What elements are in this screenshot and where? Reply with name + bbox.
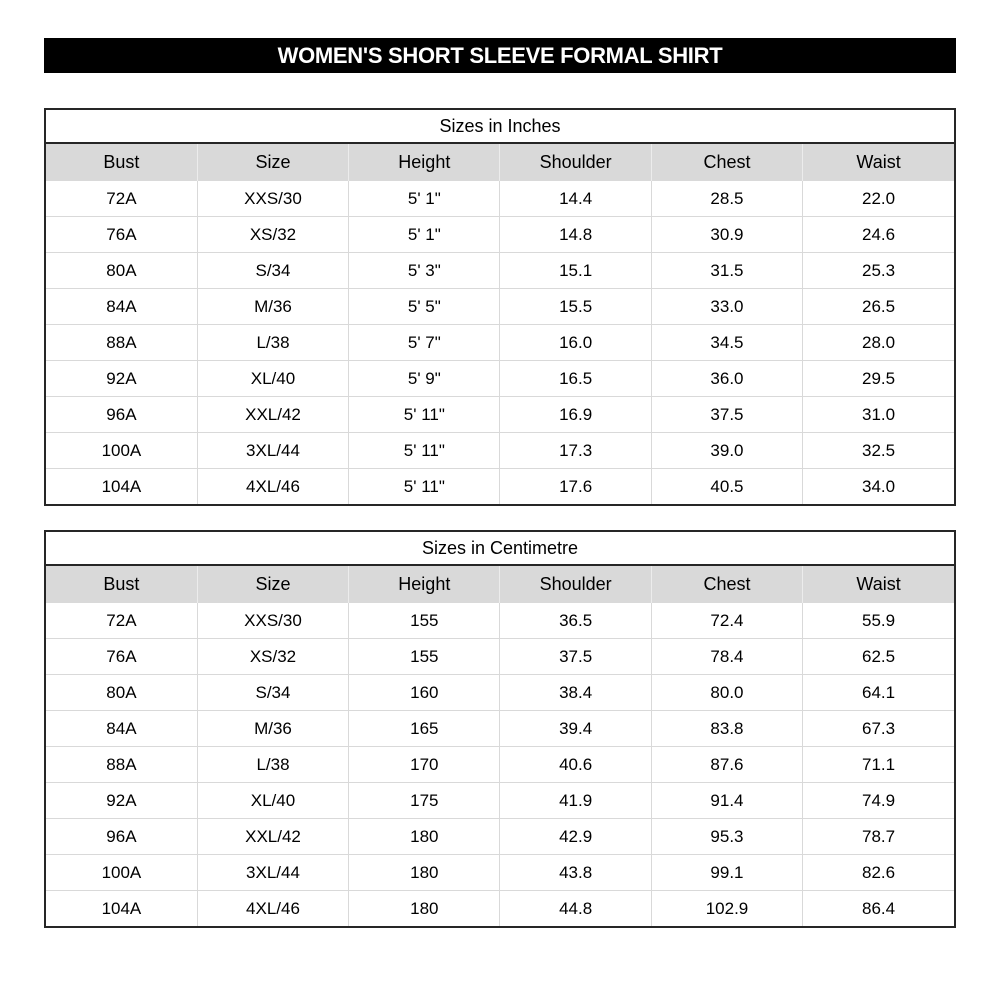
table-row: [46, 289, 954, 325]
table-cell: 38.4: [500, 675, 651, 711]
table-cell: 30.9: [651, 217, 802, 253]
table-row: [46, 783, 954, 819]
table-cell: 155: [349, 603, 500, 639]
table-cell: M/36: [197, 711, 348, 747]
table-cell: 16.9: [500, 397, 651, 433]
table-cell: 5' 9": [349, 361, 500, 397]
table-cell: 4XL/46: [197, 469, 348, 505]
table-row: [46, 469, 954, 505]
table-cell: XXS/30: [197, 181, 348, 217]
table-cell: XL/40: [197, 361, 348, 397]
page-title-bar: [44, 38, 956, 73]
table-cell: 88A: [46, 747, 197, 783]
table-row: [46, 397, 954, 433]
table-cell: L/38: [197, 325, 348, 361]
table-cell: 3XL/44: [197, 855, 348, 891]
inches-table-title: Sizes in Inches: [46, 110, 954, 144]
table-cell: 33.0: [651, 289, 802, 325]
column-header: Chest: [651, 566, 802, 603]
table-cell: 36.5: [500, 603, 651, 639]
table-cell: 80A: [46, 675, 197, 711]
inches-table-head: [46, 144, 954, 181]
table-cell: 78.7: [803, 819, 954, 855]
table-cell: 15.5: [500, 289, 651, 325]
inches-size-table: [44, 108, 956, 506]
table-cell: S/34: [197, 253, 348, 289]
table-cell: 88A: [46, 325, 197, 361]
table-cell: XL/40: [197, 783, 348, 819]
column-header: Bust: [46, 566, 197, 603]
table-row: [46, 639, 954, 675]
table-cell: 175: [349, 783, 500, 819]
table-row: [46, 433, 954, 469]
table-row: [46, 361, 954, 397]
table-row: [46, 747, 954, 783]
table-cell: 64.1: [803, 675, 954, 711]
table-cell: 84A: [46, 289, 197, 325]
table-cell: 5' 1": [349, 181, 500, 217]
table-cell: 160: [349, 675, 500, 711]
table-cell: 32.5: [803, 433, 954, 469]
table-cell: 91.4: [651, 783, 802, 819]
centimetre-size-table: [44, 530, 956, 928]
table-cell: 3XL/44: [197, 433, 348, 469]
table-cell: 80A: [46, 253, 197, 289]
table-cell: XXL/42: [197, 819, 348, 855]
column-header: Waist: [803, 566, 954, 603]
table-cell: 5' 7": [349, 325, 500, 361]
table-cell: 83.8: [651, 711, 802, 747]
table-row: [46, 217, 954, 253]
column-header: Size: [197, 144, 348, 181]
table-cell: 71.1: [803, 747, 954, 783]
table-cell: 5' 3": [349, 253, 500, 289]
column-header: Height: [349, 566, 500, 603]
table-cell: 86.4: [803, 891, 954, 927]
table-cell: 39.4: [500, 711, 651, 747]
column-header: Waist: [803, 144, 954, 181]
table-cell: 84A: [46, 711, 197, 747]
table-cell: 100A: [46, 855, 197, 891]
table-cell: 40.6: [500, 747, 651, 783]
table-row: [46, 711, 954, 747]
column-header: Shoulder: [500, 144, 651, 181]
table-cell: 104A: [46, 469, 197, 505]
table-cell: 180: [349, 855, 500, 891]
table-cell: 34.5: [651, 325, 802, 361]
table-cell: 26.5: [803, 289, 954, 325]
centimetre-table: [46, 566, 954, 926]
table-cell: 31.0: [803, 397, 954, 433]
centimetre-table-head: [46, 566, 954, 603]
table-cell: 99.1: [651, 855, 802, 891]
table-cell: 14.8: [500, 217, 651, 253]
header-row: [46, 144, 954, 181]
table-cell: 36.0: [651, 361, 802, 397]
table-cell: 100A: [46, 433, 197, 469]
table-cell: M/36: [197, 289, 348, 325]
table-cell: 102.9: [651, 891, 802, 927]
inches-table-body: [46, 181, 954, 505]
table-cell: 42.9: [500, 819, 651, 855]
table-cell: S/34: [197, 675, 348, 711]
table-cell: 5' 11": [349, 397, 500, 433]
table-cell: 87.6: [651, 747, 802, 783]
table-cell: 22.0: [803, 181, 954, 217]
table-cell: 180: [349, 891, 500, 927]
table-cell: XS/32: [197, 639, 348, 675]
table-cell: 95.3: [651, 819, 802, 855]
table-cell: 5' 1": [349, 217, 500, 253]
column-header: Size: [197, 566, 348, 603]
table-cell: 92A: [46, 361, 197, 397]
table-row: [46, 253, 954, 289]
table-cell: 17.6: [500, 469, 651, 505]
table-row: [46, 855, 954, 891]
table-cell: 5' 11": [349, 469, 500, 505]
table-cell: 37.5: [500, 639, 651, 675]
centimetre-table-body: [46, 603, 954, 927]
table-cell: 55.9: [803, 603, 954, 639]
table-cell: 43.8: [500, 855, 651, 891]
table-cell: 5' 11": [349, 433, 500, 469]
header-row: [46, 566, 954, 603]
table-cell: 180: [349, 819, 500, 855]
table-cell: 104A: [46, 891, 197, 927]
table-cell: 14.4: [500, 181, 651, 217]
table-row: [46, 819, 954, 855]
table-row: [46, 603, 954, 639]
table-cell: 4XL/46: [197, 891, 348, 927]
table-cell: 76A: [46, 217, 197, 253]
table-cell: 74.9: [803, 783, 954, 819]
table-cell: XS/32: [197, 217, 348, 253]
table-cell: 29.5: [803, 361, 954, 397]
table-row: [46, 325, 954, 361]
page-title: WOMEN'S SHORT SLEEVE FORMAL SHIRT: [277, 42, 723, 68]
table-row: [46, 675, 954, 711]
table-cell: 62.5: [803, 639, 954, 675]
table-cell: 96A: [46, 397, 197, 433]
table-cell: 76A: [46, 639, 197, 675]
table-cell: 165: [349, 711, 500, 747]
table-cell: 34.0: [803, 469, 954, 505]
table-cell: L/38: [197, 747, 348, 783]
inches-table: [46, 144, 954, 504]
table-cell: 96A: [46, 819, 197, 855]
table-cell: 67.3: [803, 711, 954, 747]
table-cell: 82.6: [803, 855, 954, 891]
table-cell: 24.6: [803, 217, 954, 253]
table-cell: XXL/42: [197, 397, 348, 433]
table-cell: 170: [349, 747, 500, 783]
table-cell: 5' 5": [349, 289, 500, 325]
table-cell: 31.5: [651, 253, 802, 289]
table-cell: 155: [349, 639, 500, 675]
table-cell: 92A: [46, 783, 197, 819]
table-cell: 17.3: [500, 433, 651, 469]
table-cell: 44.8: [500, 891, 651, 927]
table-cell: 72A: [46, 181, 197, 217]
table-row: [46, 181, 954, 217]
table-cell: 72A: [46, 603, 197, 639]
table-cell: 41.9: [500, 783, 651, 819]
table-cell: 40.5: [651, 469, 802, 505]
table-cell: 16.0: [500, 325, 651, 361]
table-cell: 28.5: [651, 181, 802, 217]
table-row: [46, 891, 954, 927]
column-header: Height: [349, 144, 500, 181]
table-cell: 78.4: [651, 639, 802, 675]
column-header: Shoulder: [500, 566, 651, 603]
table-cell: 16.5: [500, 361, 651, 397]
table-cell: 25.3: [803, 253, 954, 289]
table-cell: 15.1: [500, 253, 651, 289]
table-cell: 80.0: [651, 675, 802, 711]
table-cell: 28.0: [803, 325, 954, 361]
table-cell: 39.0: [651, 433, 802, 469]
column-header: Chest: [651, 144, 802, 181]
table-cell: 37.5: [651, 397, 802, 433]
centimetre-table-title: Sizes in Centimetre: [46, 532, 954, 566]
table-cell: 72.4: [651, 603, 802, 639]
column-header: Bust: [46, 144, 197, 181]
table-cell: XXS/30: [197, 603, 348, 639]
